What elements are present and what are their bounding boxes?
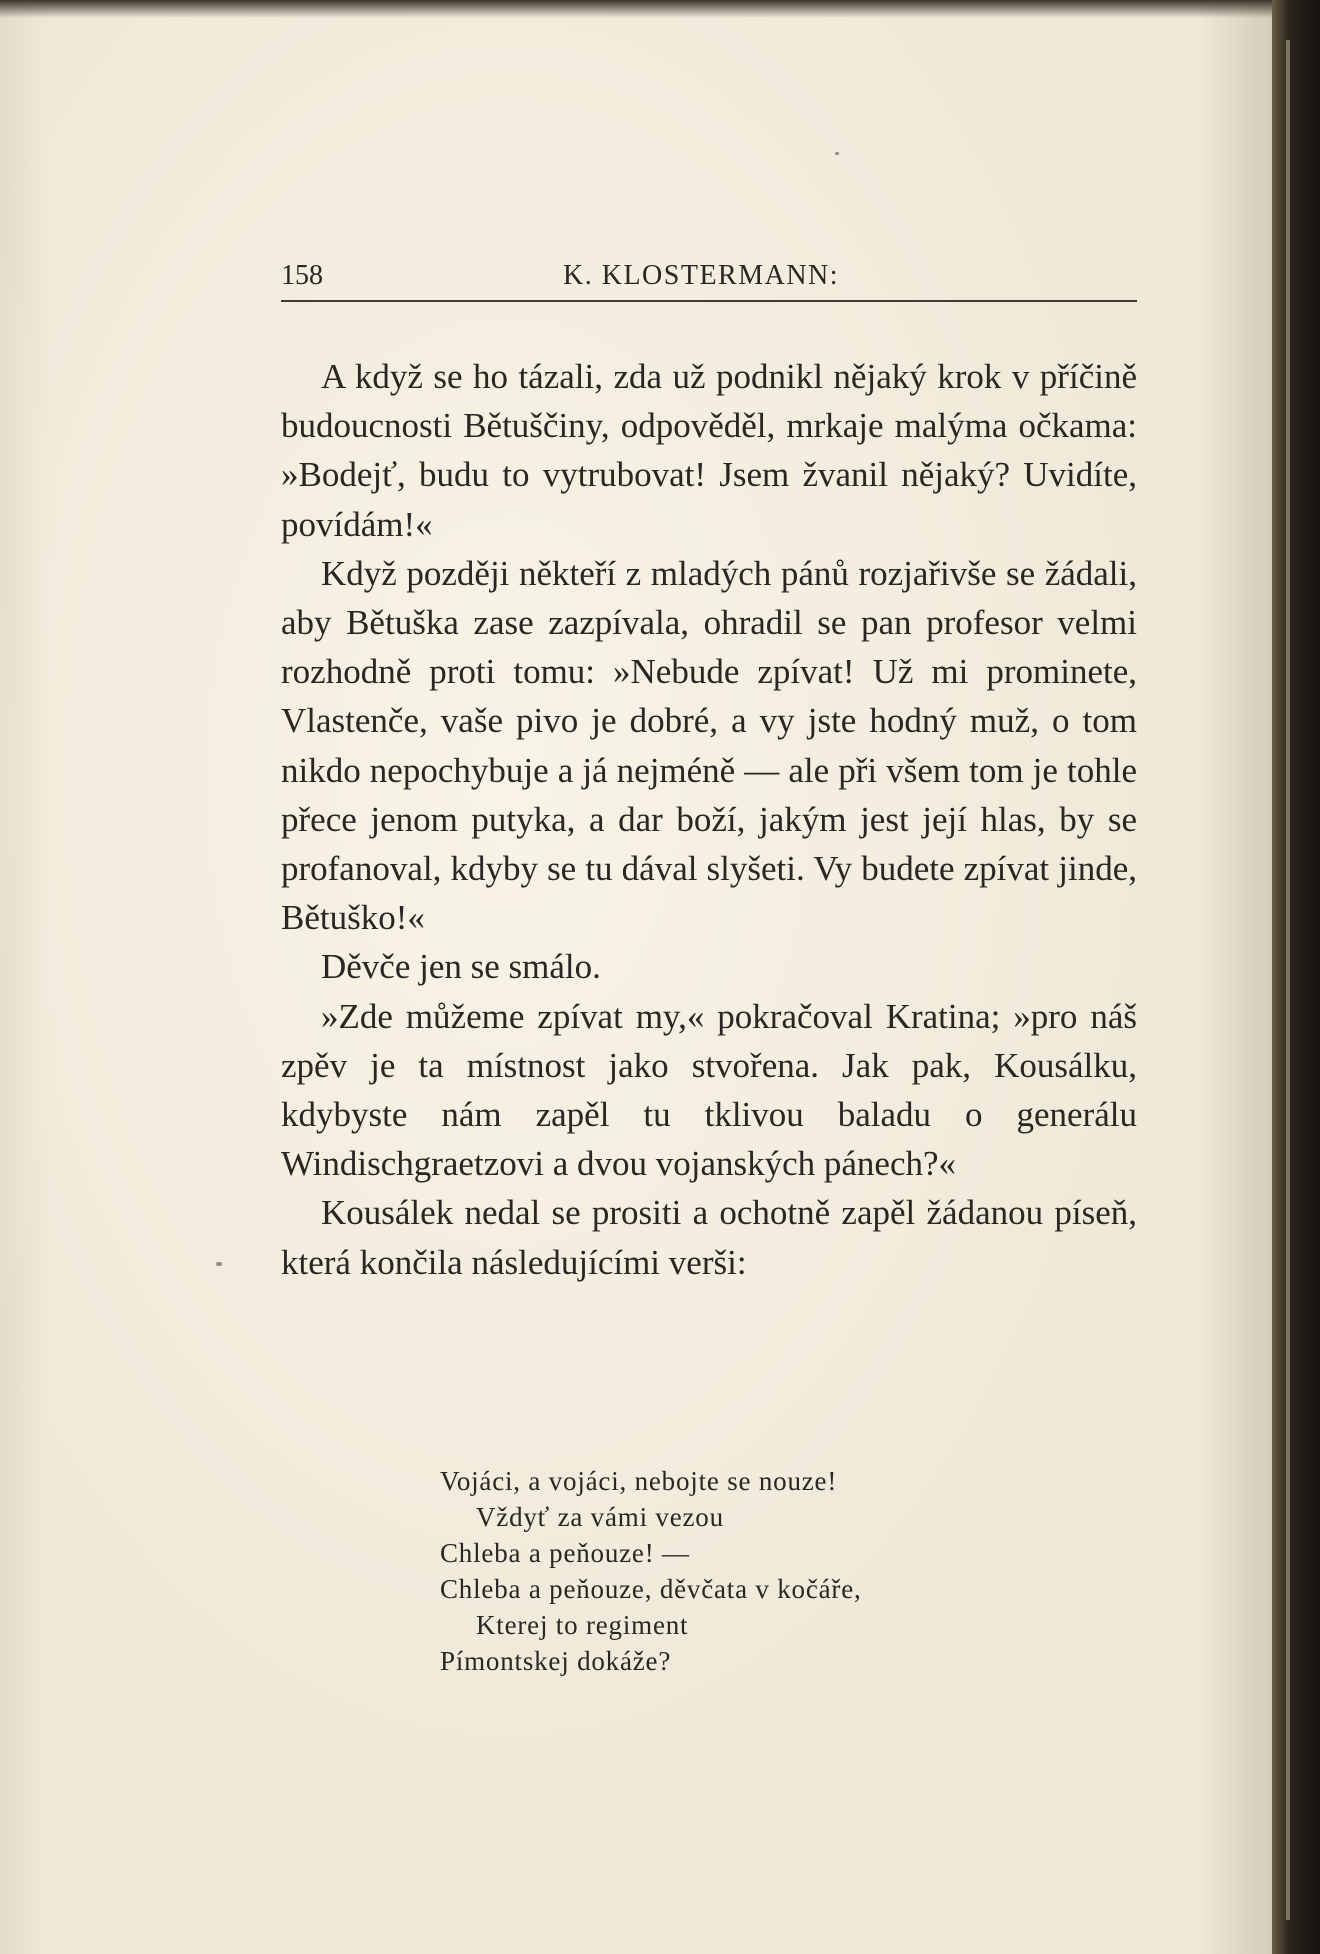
verse-line: Vojáci, a vojáci, nebojte se nouze! bbox=[440, 1466, 838, 1496]
book-gutter bbox=[1272, 0, 1320, 1954]
paper-speck bbox=[835, 152, 839, 155]
paper-speck bbox=[216, 1262, 222, 1266]
paragraph: »Zde můžeme zpívat my,« pokračoval Kratina; »pro náš zpěv je ta místnost jako stvořena. Jak pak, Kousálku, kdybyste nám zapěl tu tklivou baladu o generálu Windischgraetzovi a dvou vojanských pánech?« bbox=[281, 996, 1137, 1184]
page-edge-line bbox=[1286, 40, 1290, 1920]
paragraph: Kousálek nedal se prositi a ochotně zapěl žádanou píseň, která končila následujícími verši: bbox=[281, 1193, 1137, 1282]
verse-line: Chleba a peňouze! — bbox=[440, 1538, 690, 1568]
paragraph: Děvče jen se smálo. bbox=[321, 947, 601, 987]
verse-line: Kterej to regiment bbox=[476, 1610, 689, 1640]
page-header bbox=[281, 254, 1137, 302]
page-number: 158 bbox=[281, 260, 323, 291]
song-verse bbox=[440, 1463, 862, 1679]
body-text bbox=[281, 352, 1137, 1287]
verse-line: Vždyť za vámi vezou bbox=[476, 1502, 724, 1532]
paragraph: Když později někteří z mladých pánů rozjařivše se žádali, aby Bětuška zase zazpívala, ohradil se pan profesor velmi rozhodně proti tomu: »Nebude zpívat! Už mi prominete, Vlastenče, vaše pivo je dobré, a vy jste hodný muž, o tom nikdo nepochybuje a já nejméně — ale při všem tom je tohle přece jenom putyka, a dar boží, jakým jest její hlas, by se profanoval, kdyby se tu dával slyšeti. Vy budete zpívat jinde, Bětuško!« bbox=[281, 553, 1137, 938]
page-top-edge bbox=[0, 0, 1272, 18]
running-head: K. KLOSTERMANN: bbox=[563, 260, 840, 291]
verse-line: Chleba a peňouze, děvčata v kočáře, bbox=[440, 1574, 862, 1604]
verse-line: Pímontskej dokáže? bbox=[440, 1646, 672, 1676]
paragraph: A když se ho tázali, zda už podnikl nějaký krok v příčině budoucnosti Bětuščiny, odpověděl, mrkaje malýma očkama: »Bodejť, budu to vytrubovat! Jsem žvanil nějaký? Uvidíte, povídám!« bbox=[281, 357, 1137, 544]
